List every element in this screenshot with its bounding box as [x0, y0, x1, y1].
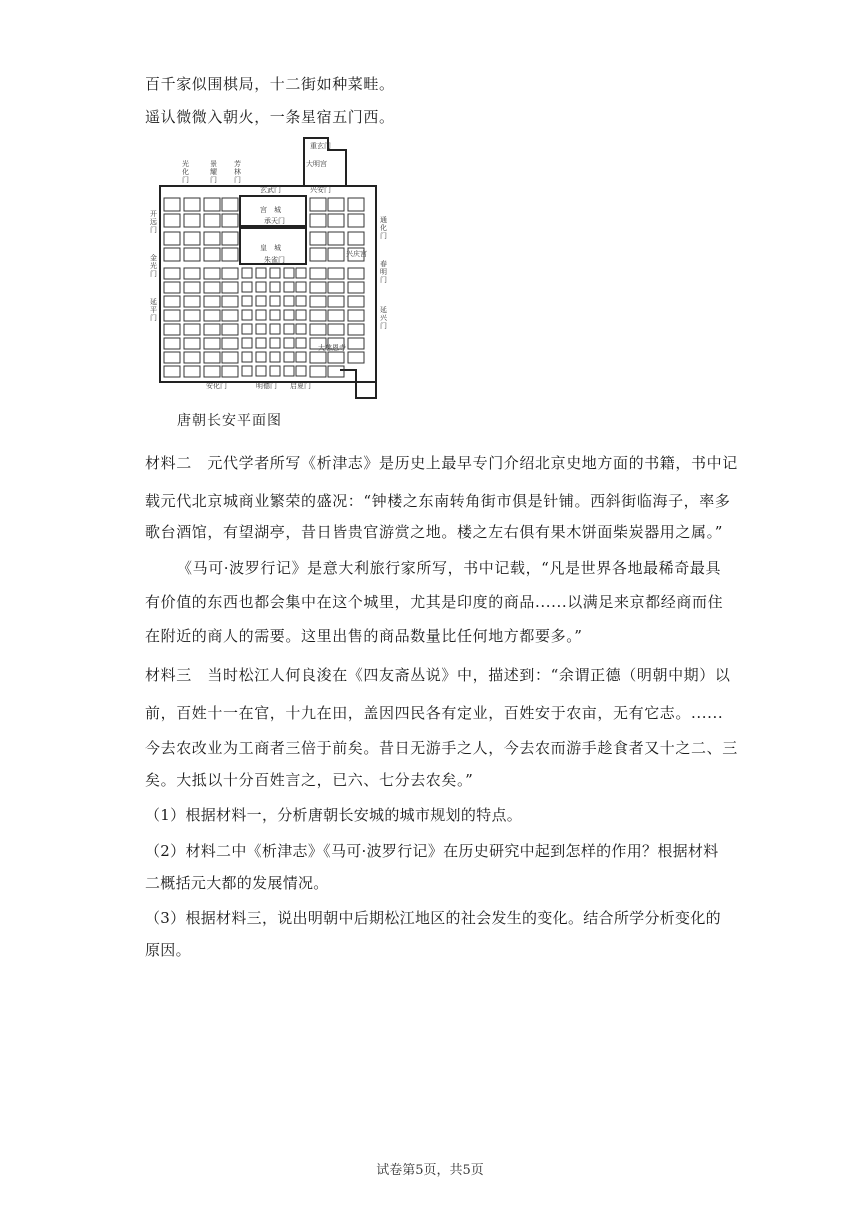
- map-label-kaiyuan: 开远门: [150, 210, 157, 234]
- map-label-chengtian: 承天门: [264, 217, 285, 225]
- material3-line-4: 矣。大抵以十分百姓言之，已六、七分去农矣。”: [145, 771, 474, 789]
- map-label-qixia: 启夏门: [290, 382, 311, 390]
- material3-line-2: 前，百姓十一在官，十九在田，盖因四民各有定业，百姓安于农亩，无有它志。......: [145, 704, 724, 722]
- map-label-chunming: 春明门: [380, 260, 387, 284]
- changan-map-drawing: [150, 136, 388, 400]
- material3-line-3: 今去农改业为工商者三倍于前矣。昔日无游手之人，今去农而游手趁食者又十之二、三: [145, 739, 738, 757]
- question-2-line-2: 二概括元大都的发展情况。: [145, 874, 329, 892]
- material2-line-1: 材料二 元代学者所写《析津志》是历史上最早专门介绍北京史地方面的书籍，书中记: [145, 454, 738, 472]
- material2-line-4: 《马可·波罗行记》是意大利旅行家所写，书中记载，“凡是世界各地最稀奇最具: [177, 559, 722, 577]
- map-label-huangcheng: 皇 城: [260, 244, 281, 252]
- question-3-line-1: （3）根据材料三，说出明朝中后期松江地区的社会发生的变化。结合所学分析变化的: [145, 909, 721, 927]
- question-3-line-2: 原因。: [145, 941, 191, 959]
- material2-line-3: 歌台酒馆，有望湖亭，昔日皆贵官游赏之地。楼之左右俱有果木饼面柴炭器用之属。”: [145, 523, 723, 541]
- map-label-xuanwu: 玄武门: [260, 186, 281, 194]
- material2-line-6: 在附近的商人的需要。这里出售的商品数量比任何地方都要多。”: [145, 627, 583, 645]
- map-label-mingde: 明德门: [256, 382, 277, 390]
- material2-line-5: 有价值的东西也都会集中在这个城里，尤其是印度的商品......以满足来京都经商而住: [145, 593, 724, 611]
- page-footer: 试卷第5页，共5页: [376, 1163, 484, 1178]
- map-label-furong: 大慈恩寺: [318, 344, 346, 352]
- map-label-jingyao: 景耀门: [210, 160, 217, 184]
- map-label-guanghua: 光化门: [182, 160, 189, 184]
- map-label-jinguang: 金光门: [150, 254, 157, 278]
- question-2-line-1: （2）材料二中《析津志》《马可·波罗行记》在历史研究中起到怎样的作用？根据材料: [145, 842, 719, 860]
- map-label-daming: 大明宫: [306, 160, 327, 168]
- map-label-tonghua: 通化门: [380, 216, 387, 240]
- map-label-yanping: 延平门: [150, 298, 157, 322]
- map-caption: 唐朝长安平面图: [177, 413, 282, 429]
- poem-line-2: 遥认微微入朝火，一条星宿五门西。: [145, 108, 395, 126]
- poem-line-1: 百千家似围棋局，十二街如种菜畦。: [145, 75, 395, 93]
- map-label-zhuque: 朱雀门: [264, 256, 285, 264]
- changan-map: [150, 136, 388, 400]
- map-label-gongcheng: 宫 城: [260, 206, 281, 214]
- map-label-xingan: 兴安门: [310, 186, 331, 194]
- map-label-yanxing: 延兴门: [380, 306, 387, 330]
- question-1: （1）根据材料一，分析唐朝长安城的城市规划的特点。: [145, 806, 523, 824]
- map-label-gate-north: 重玄门: [310, 142, 331, 150]
- map-label-fanglin: 芳林门: [234, 160, 241, 184]
- material2-line-2: 载元代北京城商业繁荣的盛况：“钟楼之东南转角街市俱是针铺。西斜街临海子，率多: [145, 492, 731, 510]
- material3-line-1: 材料三 当时松江人何良浚在《四友斋丛说》中，描述到：“余谓正德（明朝中期）以: [145, 666, 731, 684]
- map-label-xingqing: 兴庆宫: [346, 250, 367, 258]
- map-label-anhua: 安化门: [206, 382, 227, 390]
